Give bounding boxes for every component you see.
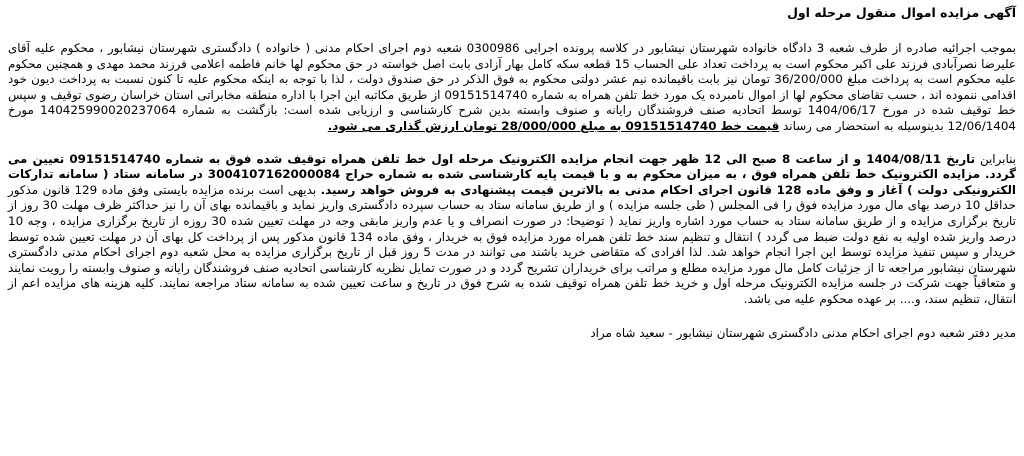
judgment-text: بموجب اجرائیه صادره از طرف شعبه 3 دادگاه خانواده شهرستان نیشابور در کلاسه پرونده اجرایی 0300986 شعبه دوم اجرای احکام مدنی ( خانواده ) دادگستری شهرستان نیشابور ، محکوم علیه آقای علیرضا نصرآبادی فرزند علی اکبر محکوم است به پرداخت تعداد علی الحساب 15 قطعه سکه کامل بهار آزادی بابت اصل خواسته در حق محکوم لها خانم فاطمه اعلامی فرزند محمد مهدی و همچنین محکوم علیه محکوم است به پرداخت مبلغ 36/200/000 تومان نیز بابت باقیمانده نیم عشر دولتی محکوم به فوق الذکر در حق صندوق دولت ، لذا با توجه به اینکه محکوم علیه تا کنون نسبت به پرداخت دیون خود اقدامی ننموده اند ، حسب تقاضای محکوم لها از اموال نامبرده یک مورد خط تلفن همراه به شماره 09151514740 از طریق مکاتبه این اجرا با اداره منطقه مخابراتی استان خراسان رضوی توقیف و سپس خط توقیف شده در مورخ 1404/06/17 توسط اتحادیه صنف فروشندگان رایانه و صنوف وابسته بدین شرح کارشناسی و ارزیابی شده است: بازگشت به شماره 140425990020237064 مورخ 12/06/1404 بدینوسیله به استحضار می رساند bbox=[8, 41, 1016, 133]
notice-title: آگهی مزایده اموال منقول مرحله اول bbox=[787, 5, 1016, 20]
notice-paragraph-judgment bbox=[8, 41, 1016, 135]
valuation-statement: قیمت خط 09151514740 به مبلغ 28/000/000 تومان ارزش گذاری می شود. bbox=[327, 118, 780, 133]
notice-paragraph-auction bbox=[8, 152, 1016, 308]
notice-signature: مدیر دفتر شعبه دوم اجرای احکام مدنی دادگستری شهرستان نیشابور - سعید شاه مراد bbox=[590, 325, 1016, 340]
auction-date-and-terms: تاریخ 1404/08/11 و از ساعت 8 صبح الی 12 ظهر جهت انجام مزایده الکترونیک مرحله اول خط تلفن همراه توقیف شده فوق به شماره 09151514740 تعیین می گردد. مزایده الکترونیک خط تلفن همراه فوق ، به میزان محکوم به و با قیمت پایه کارشناسی شده به شماره حراج 3004107162000084 در سامانه ستاد ( سامانه تدارکات الکترونیکی دولت ) آغاز و وفق ماده 128 قانون اجرای احکام مدنی به بالاترین قیمت پیشنهادی به فروش خواهد رسید. bbox=[8, 151, 1016, 197]
auction-intro: بنابراین bbox=[979, 151, 1016, 166]
auction-conditions: بدیهی است برنده مزایده بایستی وفق ماده 129 قانون مذکور حداقل 10 درصد بهای مال مورد مزایده فوق را فی المجلس ( طی جلسه مزایده ) و از طریق سامانه ستاد به حساب سپرده دادگستری واریز نماید و باقیمانده بهای آن را نیز حداکثر ظرف مهلت 30 روز از تاریخ برگزاری مزایده و از طریق سامانه ستاد به حساب مورد اشاره واریز نماید ( توضیحا: در صورت انصراف و یا عدم واریز مابقی وجه در مهلت تعیین شده 30 روزه از تاریخ برگزاری مزایده ، وجه 10 درصد واریز شده اولیه به نفع دولت ضبط می گردد ) انتقال و تنظیم سند خط تلفن همراه مورد مزایده فوق به خریدار ، وفق ماده 134 قانون مذکور پس از پرداخت کل بهای آن در مهلت تعیین شده توسط خریدار و سپس تنفیذ مزایده توسط این اجرا انجام خواهد شد. لذا افرادی که متقاضی خرید باشند می توانند در مدت 5 روز قبل از تاریخ برگزاری مزایده به محل شعبه دوم اجرای احکام مدنی دادگستری شهرستان نیشابور مراجعه تا از جزئیات کامل مال مورد مزایده مطلع و مراتب برای خریداران تشریح گردد و در صورت تمایل نظریه کارشناسی اتحادیه صنف فروشندگان رایانه و صنوف وابسته را رویت نمایند و متعاقباً جهت شرکت در جلسه مزایده الکترونیک مرحله اول و خرید خط تلفن همراه توقیف شده به شرح فوق در تاریخ و ساعت تعیین شده به سامانه ستاد مراجعه نمایند. کلیه هزینه های مزایده اعم از انتقال، تنظیم سند، و.... بر عهده محکوم علیه می باشد. bbox=[8, 182, 1017, 306]
